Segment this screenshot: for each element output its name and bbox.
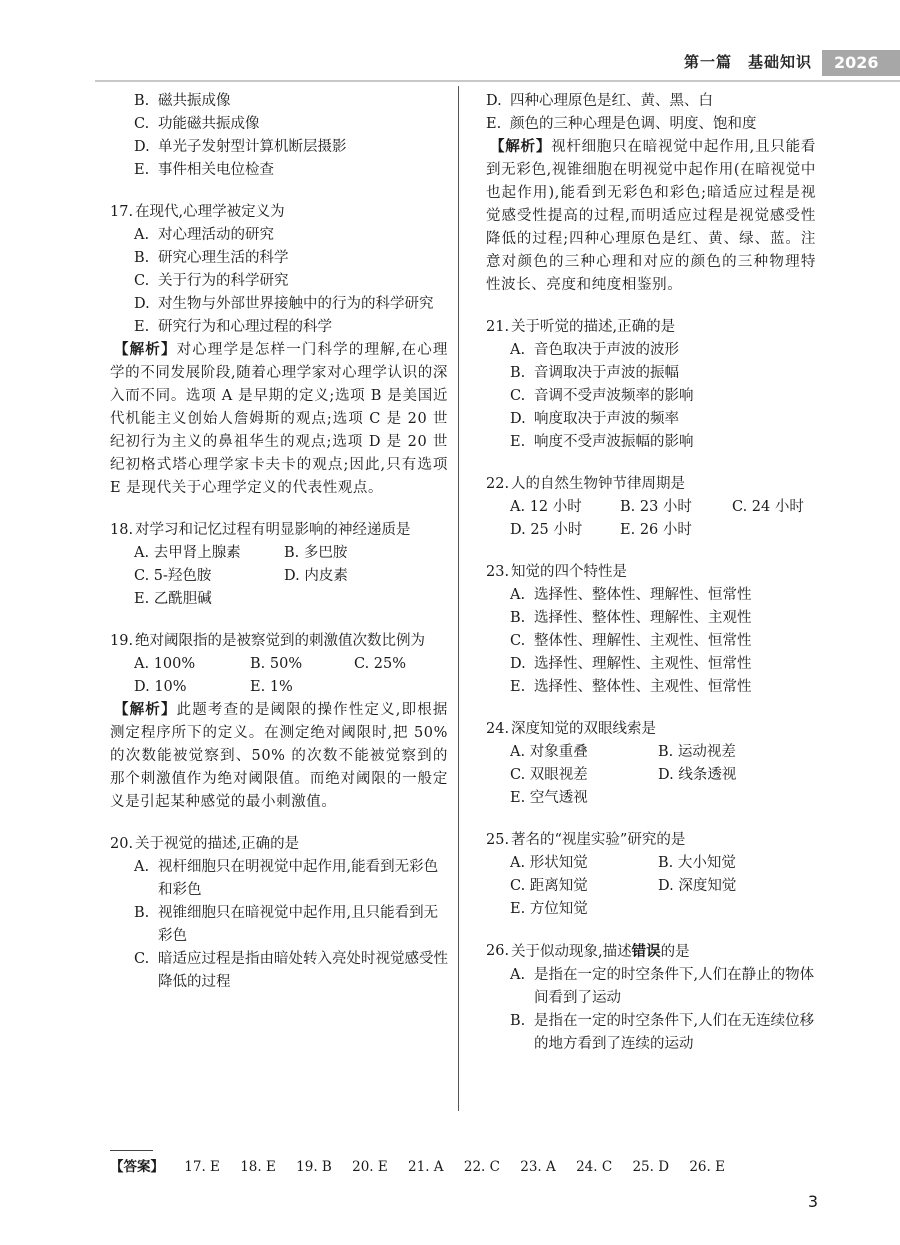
option: A. 100% xyxy=(134,656,196,672)
question-20-continued xyxy=(486,90,816,297)
option: D. 内皮素 xyxy=(284,568,348,584)
option: E. 空气透视 xyxy=(510,790,588,806)
option: A. 选择性、整体性、理解性、恒常性 xyxy=(510,587,752,603)
option: C. 功能磁共振成像 xyxy=(134,116,260,132)
question-number: 21. xyxy=(486,319,510,335)
question-25 xyxy=(486,829,816,921)
question-number: 22. xyxy=(486,476,510,492)
option-row xyxy=(486,764,816,787)
page-number: 3 xyxy=(807,1192,818,1211)
option-row xyxy=(486,741,816,764)
option: E. 乙酰胆碱 xyxy=(134,591,212,607)
answer-item: 24. C xyxy=(576,1159,613,1175)
option: D. 25 小时 xyxy=(510,522,583,538)
option: A. 音色取决于声波的波形 xyxy=(510,342,679,358)
option: C. 关于行为的科学研究 xyxy=(134,273,289,289)
emphasis-word: 错误 xyxy=(631,943,661,960)
option: D. 线条透视 xyxy=(658,767,737,783)
option: B. 选择性、整体性、理解性、主观性 xyxy=(510,610,752,626)
option: E. 26 小时 xyxy=(620,522,692,538)
question-number: 25. xyxy=(486,832,510,848)
question-number: 20. xyxy=(110,836,134,852)
option: A. 视杆细胞只在明视觉中起作用,能看到无彩色和彩色 xyxy=(134,859,439,898)
question-18 xyxy=(110,519,448,611)
option: B. 大小知觉 xyxy=(658,855,736,871)
answer-item: 25. D xyxy=(632,1159,670,1175)
answer-item: 22. C xyxy=(463,1159,500,1175)
option: E. 研究行为和心理过程的科学 xyxy=(134,319,332,335)
option: B. 50% xyxy=(250,656,303,672)
option-row xyxy=(110,542,448,565)
option: B. 多巴胺 xyxy=(284,545,348,561)
option-row xyxy=(110,565,448,588)
option: D. 对生物与外部世界接触中的行为的科学研究 xyxy=(134,296,434,312)
option-row xyxy=(486,496,816,519)
option: C. 距离知觉 xyxy=(510,878,588,894)
question-20 xyxy=(110,833,448,994)
question-stem: 18. 对学习和记忆过程有明显影响的神经递质是 xyxy=(110,519,448,542)
question-17 xyxy=(110,201,448,500)
explanation-label: 【解析】 xyxy=(490,139,552,155)
answer-key xyxy=(110,1157,810,1177)
explanation-label: 【解析】 xyxy=(114,342,177,358)
option: D. 四种心理原色是红、黄、黑、白 xyxy=(486,93,713,109)
question-22 xyxy=(486,473,816,542)
left-column xyxy=(110,90,448,1013)
question-stem: 21. 关于听觉的描述,正确的是 xyxy=(486,316,816,339)
answer-item: 23. A xyxy=(520,1159,556,1175)
section-title: 第一篇 基础知识 xyxy=(683,53,812,71)
question-number: 26. xyxy=(486,943,510,959)
option: D. 深度知觉 xyxy=(658,878,737,894)
option: A. 形状知觉 xyxy=(510,855,588,871)
option-row xyxy=(486,898,816,921)
option: B. 研究心理生活的科学 xyxy=(134,250,289,266)
option: A. 是指在一定的时空条件下,人们在静止的物体间看到了运动 xyxy=(510,967,815,1006)
option-row xyxy=(486,787,816,810)
question-26 xyxy=(486,940,816,1056)
question-stem: 25. 著名的“视崖实验”研究的是 xyxy=(486,829,816,852)
option: E. 事件相关电位检查 xyxy=(134,162,274,178)
explanation-label: 【解析】 xyxy=(114,702,177,718)
option-row xyxy=(110,676,448,699)
answer-rule xyxy=(110,1150,153,1151)
question-stem: 22. 人的自然生物钟节律周期是 xyxy=(486,473,816,496)
question-16-tail xyxy=(110,90,448,182)
option: E. 颜色的三种心理是色调、明度、饱和度 xyxy=(486,116,757,132)
option: C. 24 小时 xyxy=(732,499,804,515)
option: A. 对象重叠 xyxy=(510,744,588,760)
option: A. 对心理活动的研究 xyxy=(134,227,274,243)
option: C. 音调不受声波频率的影响 xyxy=(510,388,694,404)
year-badge: 2026 xyxy=(822,50,900,76)
column-divider xyxy=(458,86,459,1111)
option: E. 响度不受声波振幅的影响 xyxy=(510,434,694,450)
option: E. 方位知觉 xyxy=(510,901,588,917)
answer-label: 【答案】 xyxy=(110,1159,164,1175)
option: C. 整体性、理解性、主观性、恒常性 xyxy=(510,633,752,649)
question-stem: 23. 知觉的四个特性是 xyxy=(486,561,816,584)
option-row xyxy=(110,588,448,611)
option: B. 运动视差 xyxy=(658,744,736,760)
question-stem: 20. 关于视觉的描述,正确的是 xyxy=(110,833,448,856)
option: C. 25% xyxy=(354,656,407,672)
question-number: 19. xyxy=(110,633,134,649)
option: B. 视锥细胞只在暗视觉中起作用,且只能看到无彩色 xyxy=(134,905,439,944)
question-23 xyxy=(486,561,816,699)
question-stem: 19. 绝对阈限指的是被察觉到的刺激值次数比例为 xyxy=(110,630,448,653)
answer-item: 26. E xyxy=(689,1159,725,1175)
option: C. 暗适应过程是指由暗处转入亮处时视觉感受性降低的过程 xyxy=(134,951,448,990)
answer-item: 19. B xyxy=(296,1159,332,1175)
answer-item: 20. E xyxy=(352,1159,388,1175)
question-number: 18. xyxy=(110,522,134,538)
explanation: 【解析】对心理学是怎样一门科学的理解,在心理学的不同发展阶段,随着心理学家对心理学认识的深入而不同。选项 A 是早期的定义;选项 B 是美国近代机能主义创始人詹姆斯的观点;选项 C 是 20 世纪初行为主义的鼻祖华生的观点;选项 D 是 20 世纪初格式塔心理学家卡夫卡的观点;因此,只有选项 E 是现代关于心理学定义的代表性观点。 xyxy=(110,342,448,496)
question-number: 24. xyxy=(486,721,510,737)
option: E. 选择性、整体性、主观性、恒常性 xyxy=(510,679,752,695)
option: D. 响度取决于声波的频率 xyxy=(510,411,679,427)
explanation: 【解析】此题考查的是阈限的操作性定义,即根据测定程序所下的定义。在测定绝对阈限时,把 50% 的次数能被觉察到、50% 的次数不能被觉察到的那个刺激值作为绝对阈限值。而绝对阈限的一般定义是引起某种感觉的最小刺激值。 xyxy=(110,702,448,810)
answer-item: 21. A xyxy=(408,1159,444,1175)
answer-item: 17. E xyxy=(184,1159,220,1175)
option: D. 单光子发射型计算机断层摄影 xyxy=(134,139,347,155)
answer-item: 18. E xyxy=(240,1159,276,1175)
option-row xyxy=(486,875,816,898)
question-stem: 24. 深度知觉的双眼线索是 xyxy=(486,718,816,741)
explanation: 【解析】视杆细胞只在暗视觉中起作用,且只能看到无彩色,视锥细胞在明视觉中起作用(在暗视觉中也起作用),能看到无彩色和彩色;暗适应过程是视觉感受性提高的过程,而明适应过程是视觉感受性降低的过程;四种心理原色是红、黄、绿、蓝。注意对颜色的三种心理和对应的颜色的三种物理特性波长、亮度和纯度相鉴别。 xyxy=(486,139,816,293)
option: D. 10% xyxy=(134,679,187,695)
question-number: 17. xyxy=(110,204,134,220)
option: C. 双眼视差 xyxy=(510,767,588,783)
option: A. 12 小时 xyxy=(510,499,582,515)
option-row xyxy=(110,653,448,676)
question-stem: 26. 关于似动现象,描述错误的是 xyxy=(486,940,816,964)
question-number: 23. xyxy=(486,564,510,580)
question-24 xyxy=(486,718,816,810)
question-stem: 17. 在现代,心理学被定义为 xyxy=(110,201,448,224)
option-row xyxy=(486,519,816,542)
option-row xyxy=(486,852,816,875)
question-19 xyxy=(110,630,448,814)
option: B. 是指在一定的时空条件下,人们在无连续位移的地方看到了连续的运动 xyxy=(510,1013,815,1052)
header-rule xyxy=(95,80,900,82)
question-21 xyxy=(486,316,816,454)
right-column xyxy=(486,90,816,1075)
option: A. 去甲肾上腺素 xyxy=(134,545,241,561)
option: B. 音调取决于声波的振幅 xyxy=(510,365,679,381)
option: B. 23 小时 xyxy=(620,499,692,515)
option: B. 磁共振成像 xyxy=(134,93,231,109)
option: D. 选择性、理解性、主观性、恒常性 xyxy=(510,656,752,672)
option: E. 1% xyxy=(250,679,293,695)
page-header xyxy=(0,44,900,78)
option: C. 5-羟色胺 xyxy=(134,568,212,584)
